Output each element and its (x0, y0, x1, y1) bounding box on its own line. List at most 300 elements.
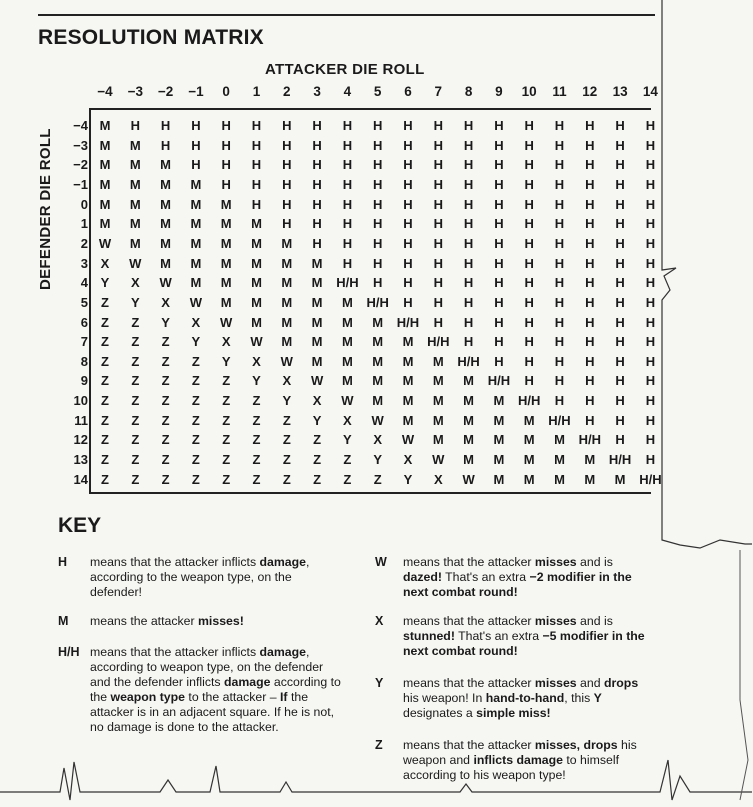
defender-axis-label: DEFENDER DIE ROLL (37, 128, 54, 290)
matrix-cell: H (463, 275, 474, 291)
matrix-cell: H (342, 137, 353, 153)
matrix-cell: Z (252, 412, 261, 428)
column-header: 6 (404, 84, 412, 99)
key-emphasis: dazed! (403, 570, 442, 584)
matrix-cell: Y (252, 373, 261, 389)
key-text-run: his weapon and (403, 738, 637, 767)
column-header: 7 (434, 84, 443, 99)
matrix-cell: Y (191, 334, 201, 350)
matrix-cell: Z (101, 452, 109, 468)
matrix-cell: Y (403, 471, 413, 487)
matrix-cell: M (99, 176, 111, 192)
matrix-cell: H (403, 235, 413, 251)
matrix-cell: M (251, 294, 262, 310)
matrix-cell: W (280, 353, 293, 369)
matrix-cell: Z (101, 393, 109, 409)
matrix-cell: Z (101, 412, 109, 428)
matrix-cell: H (433, 118, 443, 133)
matrix-cell: M (129, 216, 141, 232)
matrix-cell: H (494, 216, 504, 232)
row-header: 3 (80, 255, 88, 271)
matrix-cell: H (585, 393, 595, 409)
matrix-cell: M (311, 353, 323, 369)
matrix-cell: M (402, 334, 414, 350)
matrix-cell: H (615, 216, 625, 232)
matrix-cell: H (372, 196, 383, 212)
matrix-cell: H (342, 255, 353, 271)
column-header: 3 (313, 84, 321, 99)
row-header: 8 (80, 353, 88, 369)
matrix-cell: Z (191, 432, 200, 448)
key-code: H (58, 555, 68, 569)
key-emphasis: damage (259, 645, 306, 659)
matrix-cell: Z (161, 334, 170, 350)
matrix-cell: H (282, 196, 292, 212)
column-header: 2 (283, 84, 291, 99)
matrix-cell: H (494, 334, 504, 350)
matrix-cell: H (282, 118, 292, 133)
matrix-cell: H (463, 294, 474, 310)
matrix-cell: H (554, 334, 565, 350)
key-text-run: means that the attacker inflicts (90, 645, 260, 659)
matrix-cell: H (645, 334, 656, 350)
matrix-cell: H (403, 137, 413, 153)
matrix-cell: M (614, 471, 626, 487)
matrix-cell: H (615, 393, 625, 409)
matrix-cell: H (585, 412, 595, 428)
matrix-cell: M (523, 471, 535, 487)
matrix-cell: Z (191, 373, 200, 389)
matrix-cell: W (159, 275, 172, 291)
matrix-cell: H (372, 118, 383, 133)
matrix-cell: H (403, 157, 413, 173)
column-header: 12 (582, 84, 598, 99)
row-header: −4 (73, 118, 88, 133)
matrix-cell: M (463, 373, 475, 389)
matrix-cell: M (402, 353, 414, 369)
column-header: 13 (612, 84, 628, 99)
matrix-cell: H (645, 373, 656, 389)
matrix-cell: H (372, 235, 383, 251)
matrix-cell: H (251, 157, 262, 173)
matrix-cell: H (494, 314, 504, 330)
matrix-cell: M (251, 255, 262, 271)
matrix-cell: H (251, 176, 262, 192)
key-text-run: , according to weapon type, on the defender and the defender inflicts (90, 645, 324, 689)
matrix-cell: H (312, 176, 322, 192)
matrix-cell: X (403, 452, 413, 468)
matrix-cell: H (524, 334, 534, 350)
matrix-cell: M (493, 452, 505, 468)
matrix-cell: M (432, 373, 444, 389)
key-text-run: and (576, 676, 604, 690)
matrix-cell: Z (131, 471, 140, 487)
matrix-cell: H (342, 176, 353, 192)
matrix-cell: H (372, 157, 383, 173)
key-emphasis: Y (593, 691, 602, 705)
matrix-cell: H (615, 432, 625, 448)
matrix-cell: X (100, 255, 110, 271)
matrix-cell: H (615, 137, 625, 153)
column-header: 10 (521, 84, 537, 99)
matrix-cell: X (161, 294, 170, 310)
matrix-cell: H/H (608, 452, 632, 468)
matrix-cell: M (523, 432, 535, 448)
matrix-cell: H (494, 176, 504, 192)
matrix-cell: H (494, 353, 504, 369)
matrix-cell: Z (313, 452, 322, 468)
matrix-cell: M (220, 216, 232, 232)
matrix-cell: H (615, 157, 625, 173)
matrix-cell: M (372, 314, 384, 330)
matrix-cell: Z (161, 393, 170, 409)
matrix-cell: Y (100, 275, 110, 291)
matrix-cell: M (493, 432, 505, 448)
matrix-cell: Z (101, 432, 109, 448)
matrix-cell: M (160, 176, 172, 192)
matrix-cell: Z (222, 412, 231, 428)
matrix-cell: H (524, 314, 534, 330)
matrix-cell: H (524, 196, 534, 212)
matrix-cell: H (524, 294, 534, 310)
matrix-cell: W (189, 294, 203, 310)
matrix-cell: H (221, 176, 231, 192)
matrix-cell: H (160, 118, 171, 133)
key-emphasis: misses (534, 614, 577, 628)
matrix-cell: Y (161, 314, 170, 330)
matrix-cell: Z (131, 353, 140, 369)
matrix-cell: H (585, 353, 595, 369)
matrix-cell: H (403, 196, 413, 212)
matrix-cell: H (463, 137, 474, 153)
key-code: H/H (58, 645, 80, 659)
matrix-cell: H/H (487, 373, 511, 389)
row-header: 1 (80, 216, 88, 232)
matrix-cell: H (645, 452, 656, 468)
row-header: 11 (74, 412, 88, 428)
matrix-cell: H (524, 373, 534, 389)
column-header: −4 (97, 84, 113, 99)
matrix-cell: H (494, 118, 504, 133)
key-text-run: means that the attacker (403, 676, 535, 690)
matrix-cell: M (220, 196, 232, 212)
matrix-cell: M (584, 471, 596, 487)
matrix-cell: Z (282, 452, 291, 468)
matrix-cell: M (341, 294, 353, 310)
matrix-cell: H (585, 235, 595, 251)
matrix-cell: X (130, 275, 140, 291)
matrix-cell: X (282, 373, 292, 389)
matrix-cell: M (190, 196, 202, 212)
matrix-cell: H (615, 353, 625, 369)
key-text-run: the attacker is in an adjacent square. If he is not, no damage is done to the attacker. (90, 690, 335, 734)
key-emphasis: −5 modifier in the next combat round! (403, 629, 645, 658)
row-header: 6 (80, 314, 88, 330)
matrix-cell: Z (161, 452, 170, 468)
matrix-cell: Z (252, 471, 261, 487)
matrix-cell: Z (131, 334, 140, 350)
matrix-cell: W (401, 432, 415, 448)
key-text-run: means that the attacker (403, 738, 535, 752)
key-text-run: That's an extra (454, 629, 543, 643)
matrix-cell: H (645, 137, 656, 153)
key-emphasis: stunned! (403, 629, 455, 643)
matrix-cell: H (585, 118, 595, 133)
matrix-cell: W (462, 471, 475, 487)
matrix-cell: M (493, 412, 505, 428)
matrix-cell: M (160, 235, 172, 251)
row-header: −1 (73, 176, 88, 192)
matrix-cell: Z (343, 452, 352, 468)
matrix-cell: Z (252, 393, 261, 409)
key-emphasis: weapon type (110, 690, 185, 704)
matrix-cell: H (403, 294, 413, 310)
matrix-cell: H/H (366, 294, 389, 310)
matrix-cell: H (463, 118, 474, 133)
matrix-cell: H (251, 137, 262, 153)
key-emphasis: drops (604, 676, 639, 690)
matrix-cell: H (554, 393, 565, 409)
matrix-cell: Z (101, 471, 109, 487)
matrix-cell: Z (101, 314, 109, 330)
matrix-cell: H (494, 235, 504, 251)
matrix-cell: Z (313, 432, 322, 448)
matrix-cell: M (341, 373, 353, 389)
key-code: W (375, 555, 387, 569)
matrix-cell: Z (131, 373, 140, 389)
matrix-cell: H (524, 137, 534, 153)
matrix-cell: Z (191, 452, 200, 468)
matrix-cell: H (312, 235, 322, 251)
matrix-cell: H (221, 118, 231, 133)
key-emphasis: misses (534, 555, 577, 569)
matrix-cell: H (403, 118, 413, 133)
matrix-cell: Z (131, 452, 140, 468)
matrix-cell: H (645, 412, 656, 428)
matrix-cell: H (463, 255, 474, 271)
matrix-cell: H (433, 255, 443, 271)
matrix-cell: W (129, 255, 142, 271)
matrix-cell: H (494, 137, 504, 153)
key-text-run: to the attacker – (185, 690, 281, 704)
matrix-cell: M (99, 216, 111, 232)
matrix-cell: M (372, 353, 384, 369)
matrix-cell: M (160, 196, 172, 212)
matrix-cell: H (221, 157, 231, 173)
matrix-cell: Z (222, 452, 231, 468)
matrix-cell: M (432, 412, 444, 428)
key-text-run: to himself according to his weapon type! (403, 753, 620, 782)
key-text-run: designates a (403, 706, 477, 720)
matrix-cell: H (433, 196, 443, 212)
column-header: 9 (495, 84, 503, 99)
matrix-cell: Z (101, 373, 109, 389)
matrix-cell: H (615, 314, 625, 330)
key-code: X (375, 614, 384, 628)
matrix-cell: Z (282, 412, 291, 428)
matrix-cell: Z (252, 432, 261, 448)
matrix-cell: H (403, 216, 413, 232)
matrix-cell: Y (343, 432, 352, 448)
key-code: M (58, 614, 69, 628)
matrix-cell: M (129, 157, 141, 173)
matrix-cell: Z (101, 334, 109, 350)
matrix-cell: Z (373, 471, 382, 487)
matrix-cell: H (494, 196, 504, 212)
matrix-cell: H (342, 235, 353, 251)
matrix-cell: H/H (639, 471, 662, 487)
matrix-cell: H (615, 235, 625, 251)
matrix-cell: X (252, 353, 261, 369)
matrix-cell: H/H (427, 334, 450, 350)
matrix-cell: M (311, 314, 323, 330)
matrix-cell: H (463, 216, 474, 232)
column-header: 11 (552, 84, 567, 99)
matrix-cell: H (372, 176, 383, 192)
matrix-cell: Z (282, 432, 291, 448)
matrix-cell: M (160, 157, 172, 173)
matrix-cell: H (585, 373, 595, 389)
matrix-cell: H (312, 118, 322, 133)
matrix-cell: H (403, 275, 413, 291)
matrix-cell: M (463, 412, 475, 428)
key-emphasis: inflicts damage (473, 753, 563, 767)
key-text-run: , according to the weapon type, on the defender! (90, 555, 310, 599)
key-emphasis: misses, drops (534, 738, 618, 752)
matrix-cell: H (433, 275, 443, 291)
matrix-cell: H (433, 137, 443, 153)
matrix-cell: H (372, 137, 383, 153)
key-emphasis: damage (259, 555, 306, 569)
matrix-cell: H (585, 137, 595, 153)
matrix-cell: M (584, 452, 596, 468)
matrix-cell: H (312, 196, 322, 212)
matrix-cell: W (220, 314, 233, 330)
matrix-cell: H (585, 255, 595, 271)
matrix-cell: H (494, 275, 504, 291)
matrix-cell: M (190, 275, 202, 291)
key-emphasis: simple miss! (476, 706, 551, 720)
matrix-cell: H (645, 314, 656, 330)
matrix-cell: H (585, 196, 595, 212)
matrix-cell: M (311, 255, 323, 271)
matrix-cell: H (615, 255, 625, 271)
matrix-cell: H (645, 118, 656, 133)
matrix-cell: H (585, 216, 595, 232)
matrix-cell: M (493, 471, 505, 487)
matrix-cell: H (463, 334, 474, 350)
column-header: 5 (373, 84, 382, 99)
row-header: 2 (80, 235, 88, 251)
matrix-cell: H (585, 275, 595, 291)
matrix-cell: H (585, 294, 595, 310)
matrix-cell: M (523, 412, 535, 428)
matrix-cell: M (372, 373, 384, 389)
matrix-cell: H/H (548, 412, 571, 428)
attacker-axis-label: ATTACKER DIE ROLL (265, 61, 425, 78)
matrix-cell: W (310, 373, 324, 389)
matrix-cell: M (251, 275, 262, 291)
matrix-cell: Z (222, 393, 231, 409)
matrix-cell: H (645, 432, 656, 448)
matrix-cell: H (554, 275, 565, 291)
matrix-cell: M (523, 452, 535, 468)
column-header: 1 (252, 84, 261, 99)
matrix-cell: X (312, 393, 322, 409)
matrix-cell: M (99, 118, 111, 133)
matrix-cell: M (281, 314, 293, 330)
matrix-cell: Z (101, 353, 109, 369)
key-text-run: and is (576, 555, 613, 569)
matrix-cell: Z (131, 412, 140, 428)
matrix-cell: M (402, 393, 414, 409)
matrix-cell: Z (313, 471, 322, 487)
matrix-cell: M (99, 157, 111, 173)
matrix-cell: M (432, 353, 444, 369)
matrix-cell: H (282, 176, 292, 192)
matrix-cell: M (251, 314, 262, 330)
matrix-cell: H (645, 216, 656, 232)
matrix-cell: H (524, 353, 534, 369)
matrix-cell: H (645, 275, 656, 291)
matrix-cell: H (524, 275, 534, 291)
matrix-cell: Z (191, 412, 200, 428)
matrix-cell: H (433, 176, 443, 192)
matrix-cell: H (191, 118, 201, 133)
matrix-cell: M (463, 432, 475, 448)
matrix-cell: H (585, 157, 595, 173)
matrix-cell: H/H (578, 432, 601, 448)
matrix-cell: M (341, 334, 353, 350)
matrix-cell: Z (161, 353, 170, 369)
row-header: 5 (80, 294, 88, 310)
matrix-cell: H (645, 353, 656, 369)
matrix-cell: Z (191, 353, 200, 369)
matrix-cell: M (372, 334, 384, 350)
matrix-cell: H (615, 176, 625, 192)
matrix-cell: X (191, 314, 201, 330)
matrix-cell: H (554, 255, 565, 271)
matrix-cell: H (221, 137, 231, 153)
key-text-run: his weapon! In (403, 691, 486, 705)
matrix-cell: M (129, 137, 141, 153)
row-header: 9 (80, 373, 88, 389)
matrix-cell: H (463, 314, 474, 330)
matrix-cell: H (191, 157, 201, 173)
key-text-run: means that the attacker (403, 555, 535, 569)
matrix-cell: Z (191, 393, 200, 409)
matrix-cell: Z (222, 373, 231, 389)
matrix-cell: H (554, 294, 565, 310)
matrix-cell: M (372, 393, 384, 409)
matrix-cell: H (433, 314, 443, 330)
matrix-cell: H (130, 118, 140, 133)
matrix-cell: M (251, 235, 262, 251)
matrix-cell: H (615, 412, 625, 428)
row-header: 12 (73, 432, 88, 448)
matrix-cell: H (342, 157, 353, 173)
key-emphasis: damage (224, 675, 271, 689)
matrix-cell: Z (161, 373, 170, 389)
matrix-cell: M (493, 393, 505, 409)
matrix-cell: W (432, 452, 445, 468)
matrix-cell: Y (312, 412, 322, 428)
matrix-cell: M (99, 137, 111, 153)
matrix-cell: H (524, 216, 534, 232)
matrix-cell: Z (161, 471, 170, 487)
matrix-cell: H (342, 216, 353, 232)
matrix-cell: H (615, 275, 625, 291)
